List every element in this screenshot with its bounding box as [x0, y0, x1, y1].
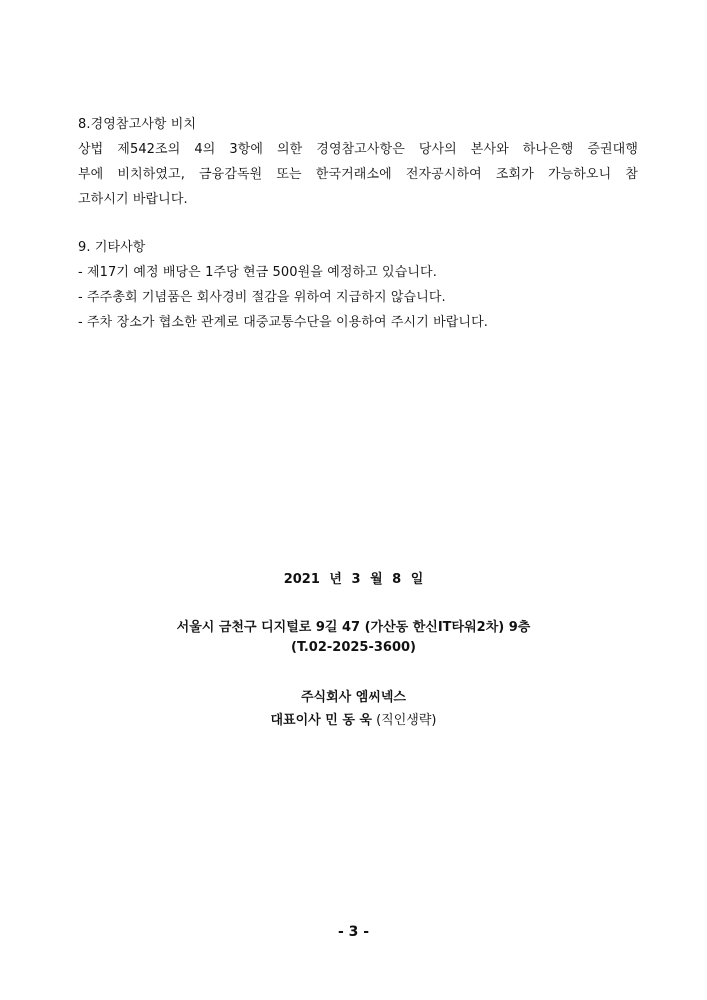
- section-8-management-reference: [78, 112, 638, 212]
- notice-date: 2021 년 3 월 8 일: [283, 572, 424, 587]
- section-8-body-line-1: 상법 제542조의 4의 3항에 의한 경영참고사항은 당사의 본사와 하나은행 증권대행: [78, 142, 638, 157]
- page-number: - 3 -: [337, 924, 370, 940]
- company-address: 서울시 금천구 디지털로 9길 47 (가산동 한신IT타워2차) 9층: [176, 620, 531, 635]
- section-9-item-dividend: - 제17기 예정 배당은 1주당 현금 500원을 예정하고 있습니다.: [78, 265, 437, 280]
- representative-line: [0, 709, 707, 728]
- seal-omitted-note: (직인생략): [376, 713, 437, 728]
- section-9-item-souvenir: - 주주총회 기념품은 회사경비 절감을 위하여 지급하지 않습니다.: [78, 290, 446, 305]
- section-9-item-parking: - 주차 장소가 협소한 관계로 대중교통수단을 이용하여 주시기 바랍니다.: [78, 315, 488, 330]
- representative-name: 대표이사 민 동 욱: [270, 713, 372, 728]
- company-phone: (T.02-2025-3600): [291, 640, 416, 655]
- section-8-heading: 8.경영참고사항 비치: [78, 117, 197, 132]
- section-8-body-line-2: 부에 비치하였고, 금융감독원 또는 한국거래소에 전자공시하여 조회가 가능하오니 참: [78, 167, 638, 182]
- company-name: 주식회사 엠씨넥스: [301, 690, 406, 705]
- section-9-heading: 9. 기타사항: [78, 240, 146, 255]
- section-9-other-matters: [78, 235, 638, 335]
- section-8-body-line-3: 고하시기 바랍니다.: [78, 192, 188, 207]
